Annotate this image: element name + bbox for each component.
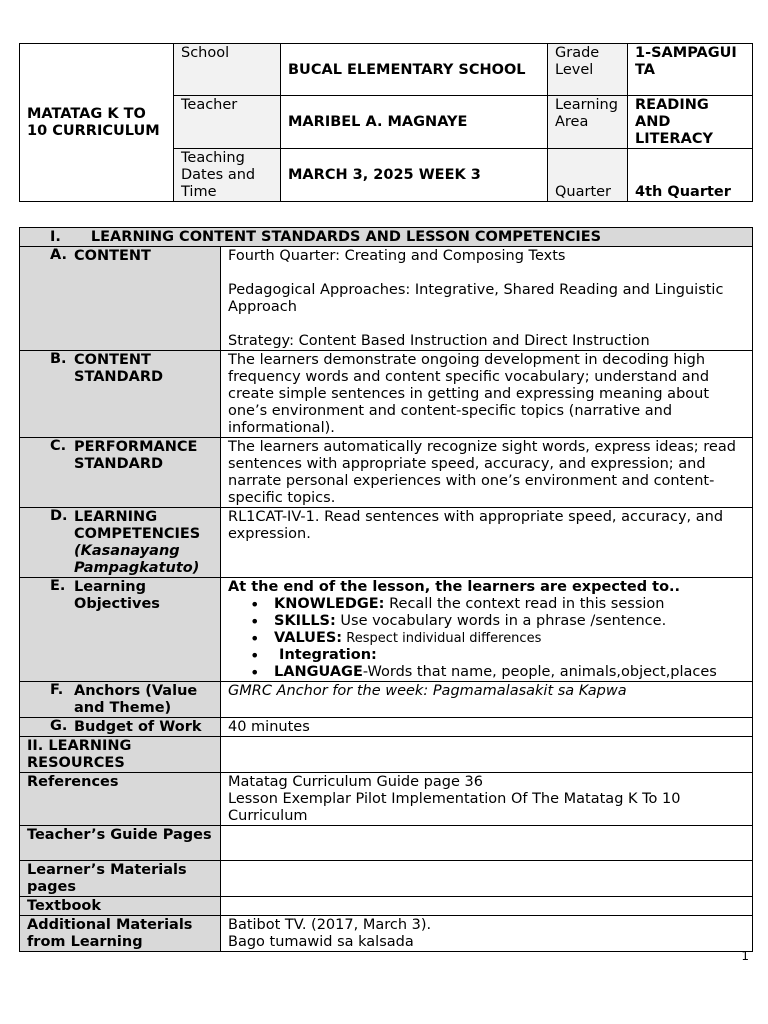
budget-letter: G.	[50, 718, 68, 734]
objectives-label-cell	[20, 578, 221, 682]
section-1-title: LEARNING CONTENT STANDARDS AND LESSON COMPETENCIES	[90, 229, 602, 245]
school-value: BUCAL ELEMENTARY SCHOOL	[281, 44, 548, 96]
competencies-label-cell	[20, 508, 221, 578]
objective-key: LANGUAGE	[274, 664, 363, 680]
page-number: 1	[741, 949, 749, 963]
teachers-guide-label: Teacher’s Guide Pages	[20, 826, 221, 861]
dates-value: MARCH 3, 2025 WEEK 3	[281, 149, 548, 202]
grade-label: Grade Level	[548, 44, 628, 96]
additional-materials-line-1: Batibot TV. (2017, March 3).	[228, 917, 432, 933]
lesson-table	[19, 227, 753, 952]
objective-item	[274, 630, 745, 647]
objectives-cell	[221, 578, 753, 682]
learners-materials-label: Learner’s Materials pages	[20, 861, 221, 897]
teacher-value: MARIBEL A. MAGNAYE	[281, 96, 548, 149]
learners-materials-cell	[221, 861, 753, 897]
additional-materials-line-2: Bago tumawid sa kalsada	[228, 934, 414, 950]
quarter-value: 4th Quarter	[628, 149, 753, 202]
objective-item	[274, 647, 745, 664]
teachers-guide-cell	[221, 826, 753, 861]
curriculum-title: MATATAG K TO 10 CURRICULUM	[20, 44, 174, 202]
references-line-2: Lesson Exemplar Pilot Implementation Of The Matatag K To 10 Curriculum	[228, 791, 681, 824]
objective-text: -Words that name, people, animals,object,places	[362, 664, 717, 680]
objective-key: SKILLS:	[274, 613, 336, 629]
anchors-letter: F.	[50, 682, 64, 698]
teacher-label: Teacher	[174, 96, 281, 149]
anchors-label-cell	[20, 682, 221, 718]
budget-text: 40 minutes	[221, 718, 753, 737]
objectives-label: Learning Objectives	[74, 579, 160, 612]
additional-materials-label: Additional Materials from Learning	[20, 916, 221, 952]
objective-text: Use vocabulary words in a phrase /sentence.	[335, 613, 667, 629]
content-label-cell	[20, 247, 221, 351]
learning-resources-label: II. LEARNING RESOURCES	[20, 737, 221, 773]
content-standard-label-cell	[20, 351, 221, 438]
content-standard-label: CONTENT STANDARD	[74, 352, 164, 385]
section-1-header	[20, 228, 753, 247]
objective-key: KNOWLEDGE:	[274, 596, 385, 612]
anchors-text: GMRC Anchor for the week: Pagmamalasakit sa Kapwa	[221, 682, 753, 718]
objective-key: Integration:	[274, 647, 377, 663]
competencies-sublabel: (Kasanayang Pampagkatuto)	[74, 543, 200, 576]
area-value: READING AND LITERACY	[628, 96, 753, 149]
content-label: CONTENT	[74, 248, 151, 264]
quarter-label: Quarter	[548, 149, 628, 202]
anchors-label: Anchors (Value and Theme)	[74, 683, 198, 716]
content-approaches: Pedagogical Approaches: Integrative, Shared Reading and Linguistic Approach	[228, 282, 724, 315]
header-table	[19, 43, 753, 202]
school-label: School	[174, 44, 281, 96]
additional-materials-cell	[221, 916, 753, 952]
references-label: References	[20, 773, 221, 826]
content-standard-letter: B.	[50, 351, 67, 367]
objective-key: VALUES:	[274, 630, 343, 646]
grade-value: 1-SAMPAGUITA	[628, 44, 753, 96]
content-quarter: Fourth Quarter: Creating and Composing Texts	[228, 248, 566, 264]
references-line-1: Matatag Curriculum Guide page 36	[228, 774, 483, 790]
objectives-letter: E.	[50, 578, 66, 594]
budget-label: Budget of Work	[74, 719, 202, 735]
references-cell	[221, 773, 753, 826]
performance-standard-label: PERFORMANCE STANDARD	[74, 439, 198, 472]
content-cell	[221, 247, 753, 351]
objective-text: Respect individual differences	[342, 631, 542, 646]
performance-standard-letter: C.	[50, 438, 67, 454]
content-letter: A.	[50, 247, 67, 263]
competencies-label: LEARNING COMPETENCIES	[74, 509, 201, 542]
performance-standard-text: The learners automatically recognize sight words, express ideas; read sentences with appropriate speed, accuracy, and expression; and narrate personal experiences with one’s environment and content-specific topics.	[221, 438, 753, 508]
objective-item	[274, 613, 745, 630]
performance-standard-label-cell	[20, 438, 221, 508]
section-1-number: I.	[50, 229, 61, 245]
objectives-intro: At the end of the lesson, the learners are expected to..	[228, 579, 681, 595]
objective-item	[274, 664, 745, 681]
dates-label: Teaching Dates and Time	[174, 149, 281, 202]
area-label: Learning Area	[548, 96, 628, 149]
budget-label-cell	[20, 718, 221, 737]
competencies-letter: D.	[50, 508, 68, 524]
competencies-text: RL1CAT-IV-1. Read sentences with appropriate speed, accuracy, and expression.	[221, 508, 753, 578]
objective-text: Recall the context read in this session	[384, 596, 665, 612]
textbook-label: Textbook	[20, 897, 221, 916]
textbook-cell	[221, 897, 753, 916]
content-strategy: Strategy: Content Based Instruction and Direct Instruction	[228, 333, 650, 349]
objectives-list	[228, 596, 745, 681]
learning-resources-cell	[221, 737, 753, 773]
objective-item	[274, 596, 745, 613]
content-standard-text: The learners demonstrate ongoing development in decoding high frequency words and content specific vocabulary; understand and create simple sentences in getting and expressing meaning about one’s environment and content-specific topics (narrative and informational).	[221, 351, 753, 438]
